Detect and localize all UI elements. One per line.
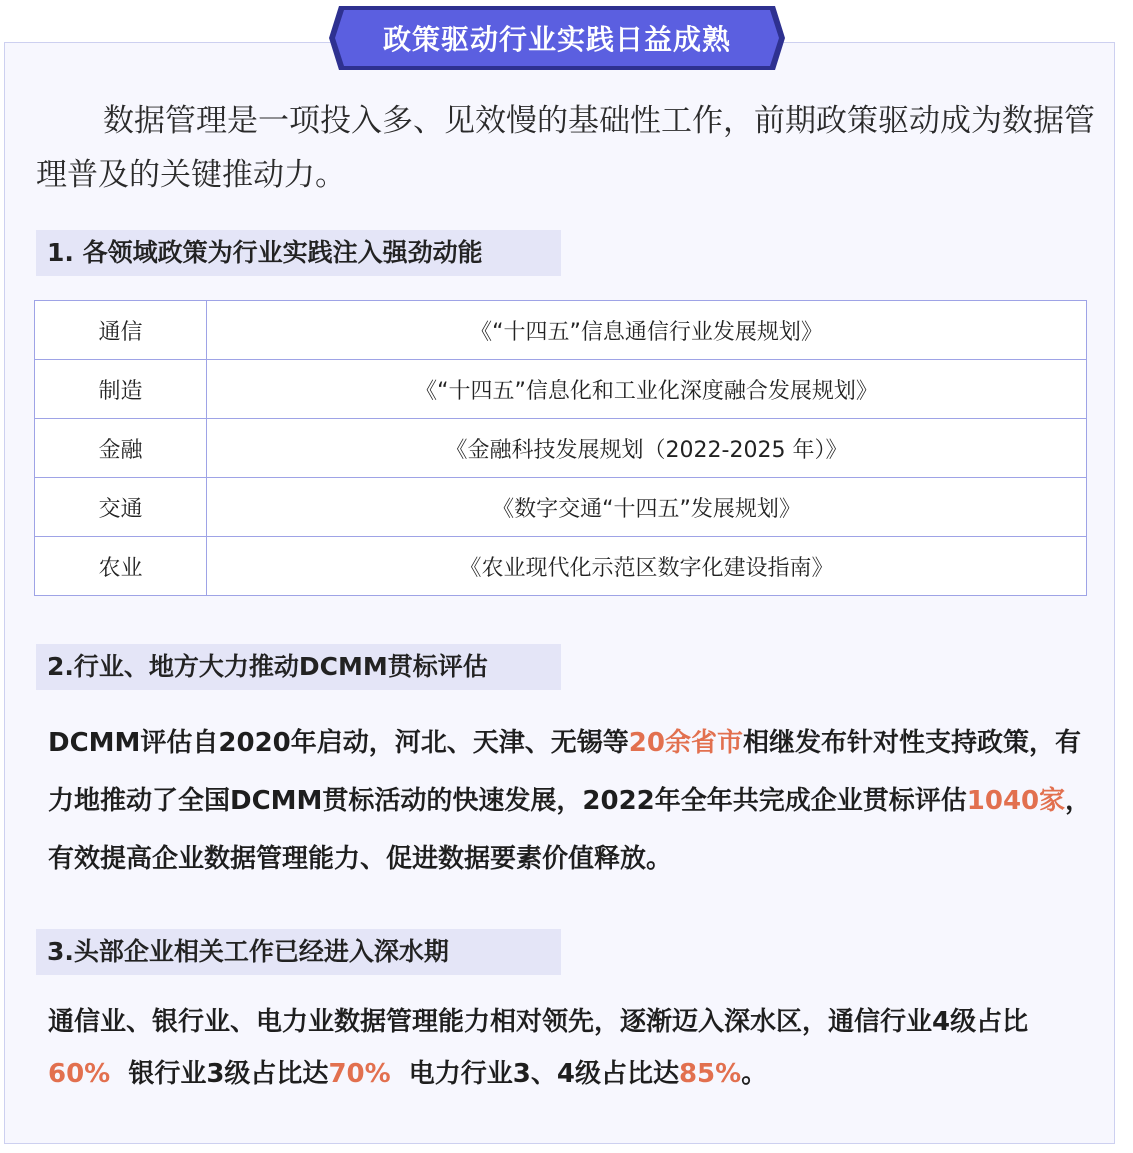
field-cell: 通信 — [35, 301, 207, 360]
policy-table — [34, 300, 1087, 596]
text-run: DCMM评估自2020年启动，河北、天津、无锡等 — [48, 728, 629, 758]
text-run: 相继发布针对性支持政策，有力地推动了全国DCMM贯标活动的快速发展，2022年全年共完成企业贯标评估 — [48, 728, 1081, 816]
field-cell: 制造 — [35, 360, 207, 419]
section-3-heading: 3.头部企业相关工作已经进入深水期 — [36, 929, 561, 975]
page-title: 政策驱动行业实践日益成熟 — [382, 23, 731, 56]
field-cell: 交通 — [35, 478, 207, 537]
policy-cell: 《金融科技发展规划（2022-2025 年）》 — [207, 419, 1087, 478]
policy-cell: 《农业现代化示范区数字化建设指南》 — [207, 537, 1087, 596]
text-run: ，有效提高企业数据管理能力、促进数据要素价值释放。 — [48, 786, 1092, 874]
text-run: 银行业3级占比达 — [110, 1059, 329, 1089]
table-row — [35, 419, 1087, 478]
section-2-heading: 2.行业、地方大力推动DCMM贯标评估 — [36, 644, 561, 690]
table-row — [35, 301, 1087, 360]
table-row — [35, 537, 1087, 596]
policy-cell: 《数字交通“十四五”发展规划》 — [207, 478, 1087, 537]
section-1-heading: 1. 各领域政策为行业实践注入强劲动能 — [36, 230, 561, 276]
section-3-paragraph — [48, 996, 1098, 1100]
intro-paragraph: 数据管理是一项投入多、见效慢的基础性工作，前期政策驱动成为数据管理普及的关键推动力。 — [36, 103, 1095, 193]
highlight-telecom-share: 60% — [48, 1059, 111, 1089]
policy-cell: 《“十四五”信息通信行业发展规划》 — [207, 301, 1087, 360]
highlight-bank-share: 70% — [328, 1059, 391, 1089]
highlight-companies: 1040家 — [966, 786, 1066, 816]
text-run: 通信业、银行业、电力业数据管理能力相对领先，逐渐迈入深水区，通信行业4级占比 — [48, 1007, 1038, 1037]
table-row — [35, 478, 1087, 537]
table-row — [35, 360, 1087, 419]
highlight-power-share: 85% — [678, 1059, 742, 1089]
policy-cell: 《“十四五”信息化和工业化深度融合发展规划》 — [207, 360, 1087, 419]
title-banner — [327, 4, 787, 72]
highlight-provinces: 20余省市 — [628, 728, 743, 758]
section-2-paragraph — [48, 714, 1098, 888]
field-cell: 农业 — [35, 537, 207, 596]
field-cell: 金融 — [35, 419, 207, 478]
text-run: 。 — [741, 1059, 768, 1089]
text-run: 电力行业3、4级占比达 — [390, 1059, 679, 1089]
